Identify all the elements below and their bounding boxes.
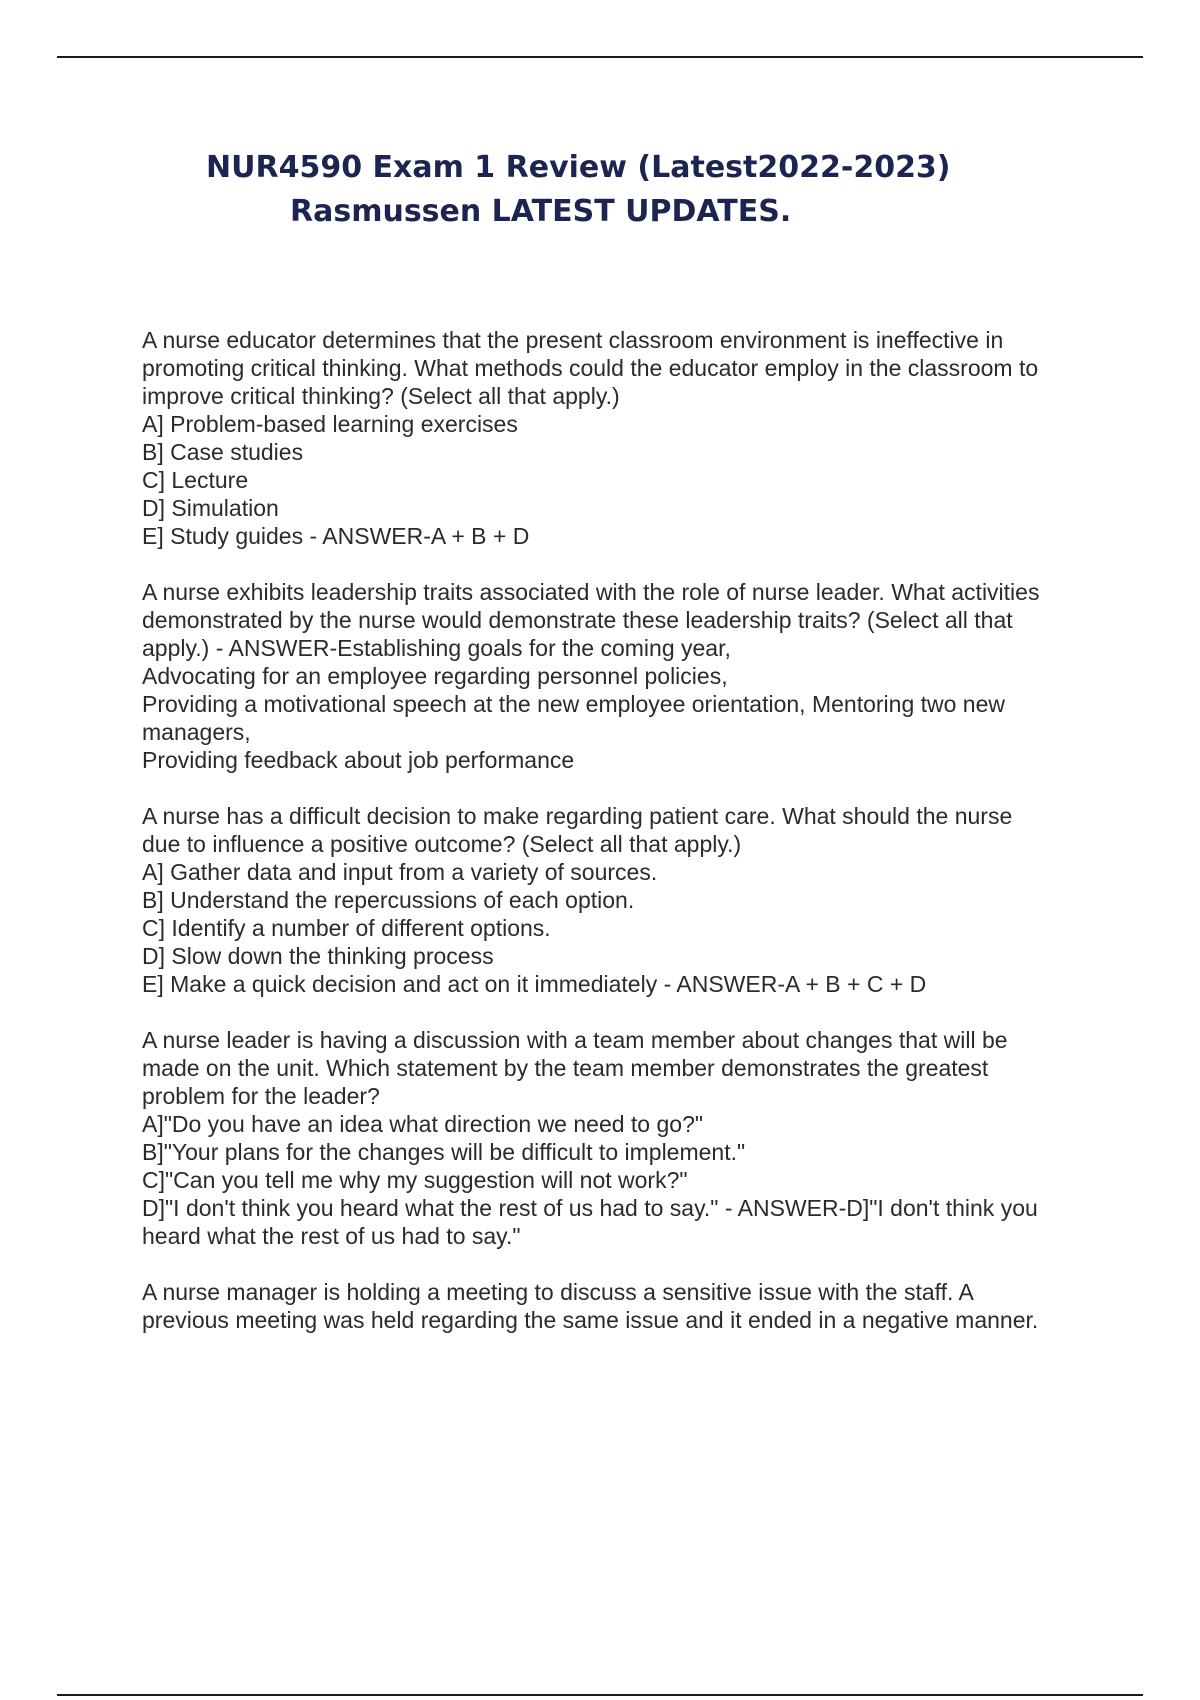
text-line: previous meeting was held regarding the same issue and it ended in a negative manner. — [142, 1307, 1039, 1333]
text-line: D] Slow down the thinking process — [142, 943, 494, 969]
question-block-4 — [142, 1026, 1102, 1250]
text-line: promoting critical thinking. What methods could the educator employ in the classroom to — [142, 355, 1039, 381]
question-block-2 — [142, 578, 1102, 774]
question-block-5 — [142, 1278, 1102, 1334]
text-line: A]"Do you have an idea what direction we need to go?" — [142, 1111, 704, 1137]
top-rule — [57, 56, 1143, 58]
question-block-1 — [142, 326, 1102, 550]
text-line: D] Simulation — [142, 495, 279, 521]
text-line: B]"Your plans for the changes will be difficult to implement." — [142, 1139, 746, 1165]
document-title — [0, 146, 1200, 234]
text-line: E] Study guides - ANSWER-A + B + D — [142, 523, 530, 549]
text-line: due to influence a positive outcome? (Select all that apply.) — [142, 831, 742, 857]
text-line: B] Case studies — [142, 439, 304, 465]
bottom-rule — [57, 1694, 1143, 1696]
text-line: A nurse leader is having a discussion with a team member about changes that will be — [142, 1027, 1008, 1053]
text-line: A nurse educator determines that the present classroom environment is ineffective in — [142, 327, 1004, 353]
text-line: A] Gather data and input from a variety of sources. — [142, 859, 658, 885]
text-line: demonstrated by the nurse would demonstrate these leadership traits? (Select all that — [142, 607, 1013, 633]
text-line: problem for the leader? — [142, 1083, 380, 1109]
text-line: Providing feedback about job performance — [142, 747, 575, 773]
document-body — [142, 326, 1102, 1362]
text-line: A nurse manager is holding a meeting to discuss a sensitive issue with the staff. A — [142, 1279, 974, 1305]
title-line-2: Rasmussen LATEST UPDATES. — [290, 194, 792, 229]
text-line: Providing a motivational speech at the new employee orientation, Mentoring two new — [142, 691, 1005, 717]
text-line: made on the unit. Which statement by the team member demonstrates the greatest — [142, 1055, 989, 1081]
text-line: D]"I don't think you heard what the rest of us had to say." - ANSWER-D]"I don't think you — [142, 1195, 1038, 1221]
text-line: improve critical thinking? (Select all that apply.) — [142, 383, 620, 409]
text-line: C] Identify a number of different options. — [142, 915, 551, 941]
text-line: E] Make a quick decision and act on it immediately - ANSWER-A + B + C + D — [142, 971, 927, 997]
question-block-3 — [142, 802, 1102, 998]
text-line: A] Problem-based learning exercises — [142, 411, 518, 437]
text-line: apply.) - ANSWER-Establishing goals for the coming year, — [142, 635, 731, 661]
text-line: C] Lecture — [142, 467, 249, 493]
text-line: managers, — [142, 719, 251, 745]
text-line: A nurse exhibits leadership traits associated with the role of nurse leader. What activities — [142, 579, 1040, 605]
text-line: heard what the rest of us had to say." — [142, 1223, 521, 1249]
title-line-1: NUR4590 Exam 1 Review (Latest2022-2023) — [206, 150, 951, 185]
text-line: A nurse has a difficult decision to make regarding patient care. What should the nurse — [142, 803, 1013, 829]
text-line: Advocating for an employee regarding personnel policies, — [142, 663, 728, 689]
text-line: B] Understand the repercussions of each option. — [142, 887, 635, 913]
text-line: C]"Can you tell me why my suggestion will not work?" — [142, 1167, 688, 1193]
